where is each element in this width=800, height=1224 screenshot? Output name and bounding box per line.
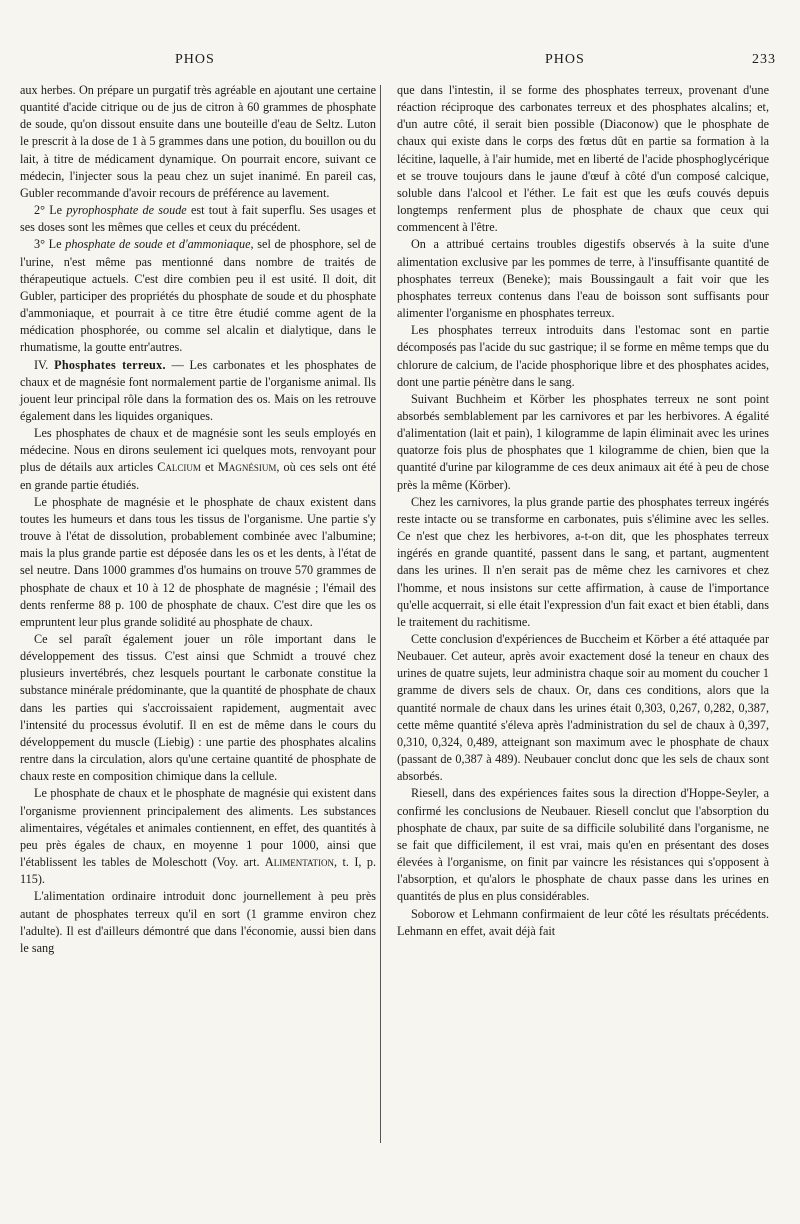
section-heading: Phosphates terreux. <box>54 357 166 372</box>
section-heading-paragraph: IV. Phosphates terreux. — Les carbonates et les phosphates de chaux et de magnésie font normalement partie de l'organisme animal. Ils jouent leur principal rôle dans la formation des os. Mais on les retrouve également dans les liquides organiques. <box>20 357 376 423</box>
right-running-title: PHOS <box>545 52 585 67</box>
italic-term: pyrophosphate de soude <box>66 203 187 218</box>
paragraph: Les phosphates de chaux et de magnésie sont les seuls employés en médecine. Nous en dirons seulement ici quelques mots, renvoyant pour plus de détails aux articles Calcium et Magnésium, où ces sels ont été en grande partie étudiés. <box>20 426 377 492</box>
cross-reference: Calcium <box>157 460 201 475</box>
left-column <box>20 82 376 957</box>
paragraph: 2° Le pyrophosphate de soude est tout à fait superflu. Ses usages et ses doses sont les mêmes que celles et ceux du précédent. <box>20 203 376 235</box>
paragraph: Riesell, dans des expériences faites sous la direction d'Hoppe-Seyler, a confirmé les conclusions de Neubauer. Riesell conclut que l'absorption du phosphate de chaux, par suite de sa difficile solubilité dans l'organisme, ne se fait que difficilement, il est vrai, mais qu'en en présentant des doses élevées à l'organisme, on finit par vaincre les résistances qui s'opposent à l'absorption, et qu'alors le phosphate de chaux passe dans les urines en quantités de plus en plus considérables. <box>397 786 769 904</box>
paragraph: Les phosphates terreux introduits dans l'estomac sont en partie décomposés pas l'acide du suc gastrique; il se forme en même temps que du chlorure de calcium, de l'acide phosphorique libre et des phosphates acides, dont une partie pénètre dans le sang. <box>397 323 769 389</box>
paragraph: aux herbes. On prépare un purgatif très agréable en ajoutant une certaine quantité d'acide citrique ou de jus de citron à 60 grammes de phosphate de soude, qu'on dissout ensuite dans une bouteille d'eau de Seltz. Luton le prescrit à la dose de 1 à 5 grammes dans une potion, du bouillon ou du lait, à titre de médicament dynamique. On pourrait encore, suivant ce médecin, l'injecter sous la peau chez un sujet inanimé. En pareil cas, Gubler recommande d'avoir recours de préférence au lavement. <box>20 83 376 200</box>
paragraph: Chez les carnivores, la plus grande partie des phosphates terreux ingérés reste intacte ou se transforme en carbonates, puis s'élimine avec les selles. Ce n'est que chez les herbivores, a-t-on dit, que les phosphates terreux ingérés en grande quantité, passent dans le sang, et partant, augmentent dans les urines. Il n'en serait pas de même chez les carnivores et chez l'homme, et nous insistons sur cette affirmation, à cause de l'importance qu'elle acquerrait, si elle était l'expression d'un fait exact et bien établi, dans le traitement du rachitisme. <box>397 494 769 629</box>
paragraph: On a attribué certains troubles digestifs observés à la suite d'une alimentation exclusive par les pommes de terre, à l'insuffisante quantité de phosphates terreux (Beneke); mais Boussingault a fait voir que les phosphates terreux contenus dans l'eau de boisson sont suffisants pour alimenter l'organisme en phosphates terreux. <box>397 237 769 321</box>
right-column <box>397 82 769 940</box>
paragraph: Suivant Buchheim et Körber les phosphates terreux ne sont point absorbés semblablement par les carnivores et par les herbivores. A égalité d'alimentation (lait et pain), 1 kilogramme de lapin éliminait avec les urines quatorze fois plus de phosphates que 1 kilogramme de chien, bien que la quantité d'urine par kilogramme de ces deux animaux ait été à peu de chose près la même (Körber). <box>397 391 769 492</box>
italic-term: phosphate de soude et d'ammoniaque <box>65 237 251 252</box>
paragraph: Ce sel paraît également jouer un rôle important dans le développement des tissus. C'est ainsi que Schmidt a trouvé chez plusieurs invertébrés, chez lesquels pourtant le carbonate constitue la substance minérale prédominante, que la quantité de phosphate de chaux dans les parties qui s'accroissaient rapidement, augmentait avec l'intensité du processus évolutif. Il en est de même dans le cours du développement du muscle (Liebig) : une partie des phosphates alcalins rentre dans la circulation, alors qu'une certaine quantité de phosphate de chaux reste en composition chimique dans la cellule. <box>20 632 376 784</box>
paragraph: Soborow et Lehmann confirmaient de leur côté les résultats précédents. Lehmann en effet, avait déjà fait <box>397 906 769 938</box>
paragraph: Le phosphate de chaux et le phosphate de magnésie qui existent dans l'organisme proviennent principalement des aliments. Les substances alimentaires, végétales et animales contiennent, en effet, des quantités à peu près égales de chaux, en moyenne 1 pour 1000, ainsi que l'établissent les tables de Moleschott (Voy. art. Alimentation, t. I, p. 115). <box>20 786 376 887</box>
left-running-title: PHOS <box>175 52 215 67</box>
paragraph: Le phosphate de magnésie et le phosphate de chaux existent dans toutes les humeurs et dans tous les tissus de l'organisme. Une partie s'y trouve à l'état de dissolution, probablement combinée avec l'albumine; mais la plus grande partie est déposée dans les os et les dents, à l'état de sel neutre. Dans 1000 grammes d'os humains on trouve 570 grammes de phosphate de chaux et 10 à 12 de phosphate de magnésie ; l'émail des dents renferme 88 p. 100 de phosphate de chaux. C'est dire que les os empruntent leur plus grande solidité au phosphate de chaux. <box>20 494 376 629</box>
paragraph: Cette conclusion d'expériences de Buccheim et Körber a été attaquée par Neubauer. Cet auteur, après avoir exactement dosé la teneur en chaux des urines de quatre sujets, leur administra chaque soir au moment du coucher 1 gramme de divers sels de chaux. Or, dans ces conditions, alors que la quantité normale de chaux dans les urines était 0,303, 0,267, 0,282, 0,387, cette même quantité s'éleva après l'administration du sel de chaux à 0,397, 0,310, 0,324, 0,489, atteignant son maximum avec le phosphate de chaux (passant de 0,387 à 489). Neubauer conclut donc que les sels de chaux sont absorbés. <box>397 632 769 784</box>
page-number: 233 <box>752 52 776 67</box>
cross-reference: Alimentation <box>264 855 334 870</box>
paragraph: L'alimentation ordinaire introduit donc journellement à peu près autant de phosphates terreux qu'il en sort (1 gramme environ chez l'adulte). Il est d'ailleurs démontré que dans l'économie, aussi bien dans le sang <box>20 889 376 955</box>
paragraph: que dans l'intestin, il se forme des phosphates terreux, provenant d'une réaction réciproque des carbonates terreux et des phosphates alcalins; et, d'un autre côté, il serait bien possible (Diaconow) que le phosphate de chaux qui existe dans le corps des fœtus dût en partie sa formation à la lécitine, laquelle, à l'air humide, met en liberté de l'acide phosphoglycérique et se trouve toujours dans le jaune d'œuf à côté d'un composé calcique, soluble dans l'alcool et l'éther. Le fait est que les œufs couvés depuis longtemps renferment plus de phosphate de chaux que ceux qui commencent à l'être. <box>397 83 769 235</box>
column-divider <box>380 85 381 1143</box>
paragraph: 3° Le phosphate de soude et d'ammoniaque, sel de phosphore, sel de l'urine, n'est même pas mentionné dans nombre de traités de thérapeutique actuels. C'est dire combien peu il est usité. Il doit, dit Gubler, participer des propriétés du phosphate de soude et du phosphate d'ammoniaque, et pourrait à ce titre être étudié comme agent de la médication phosphorée, ou comme sel alcalin et dialytique, dans le rhumatisme, la goutte entr'autres. <box>20 237 377 355</box>
running-header <box>0 52 800 74</box>
cross-reference: Magnésium <box>218 460 277 475</box>
